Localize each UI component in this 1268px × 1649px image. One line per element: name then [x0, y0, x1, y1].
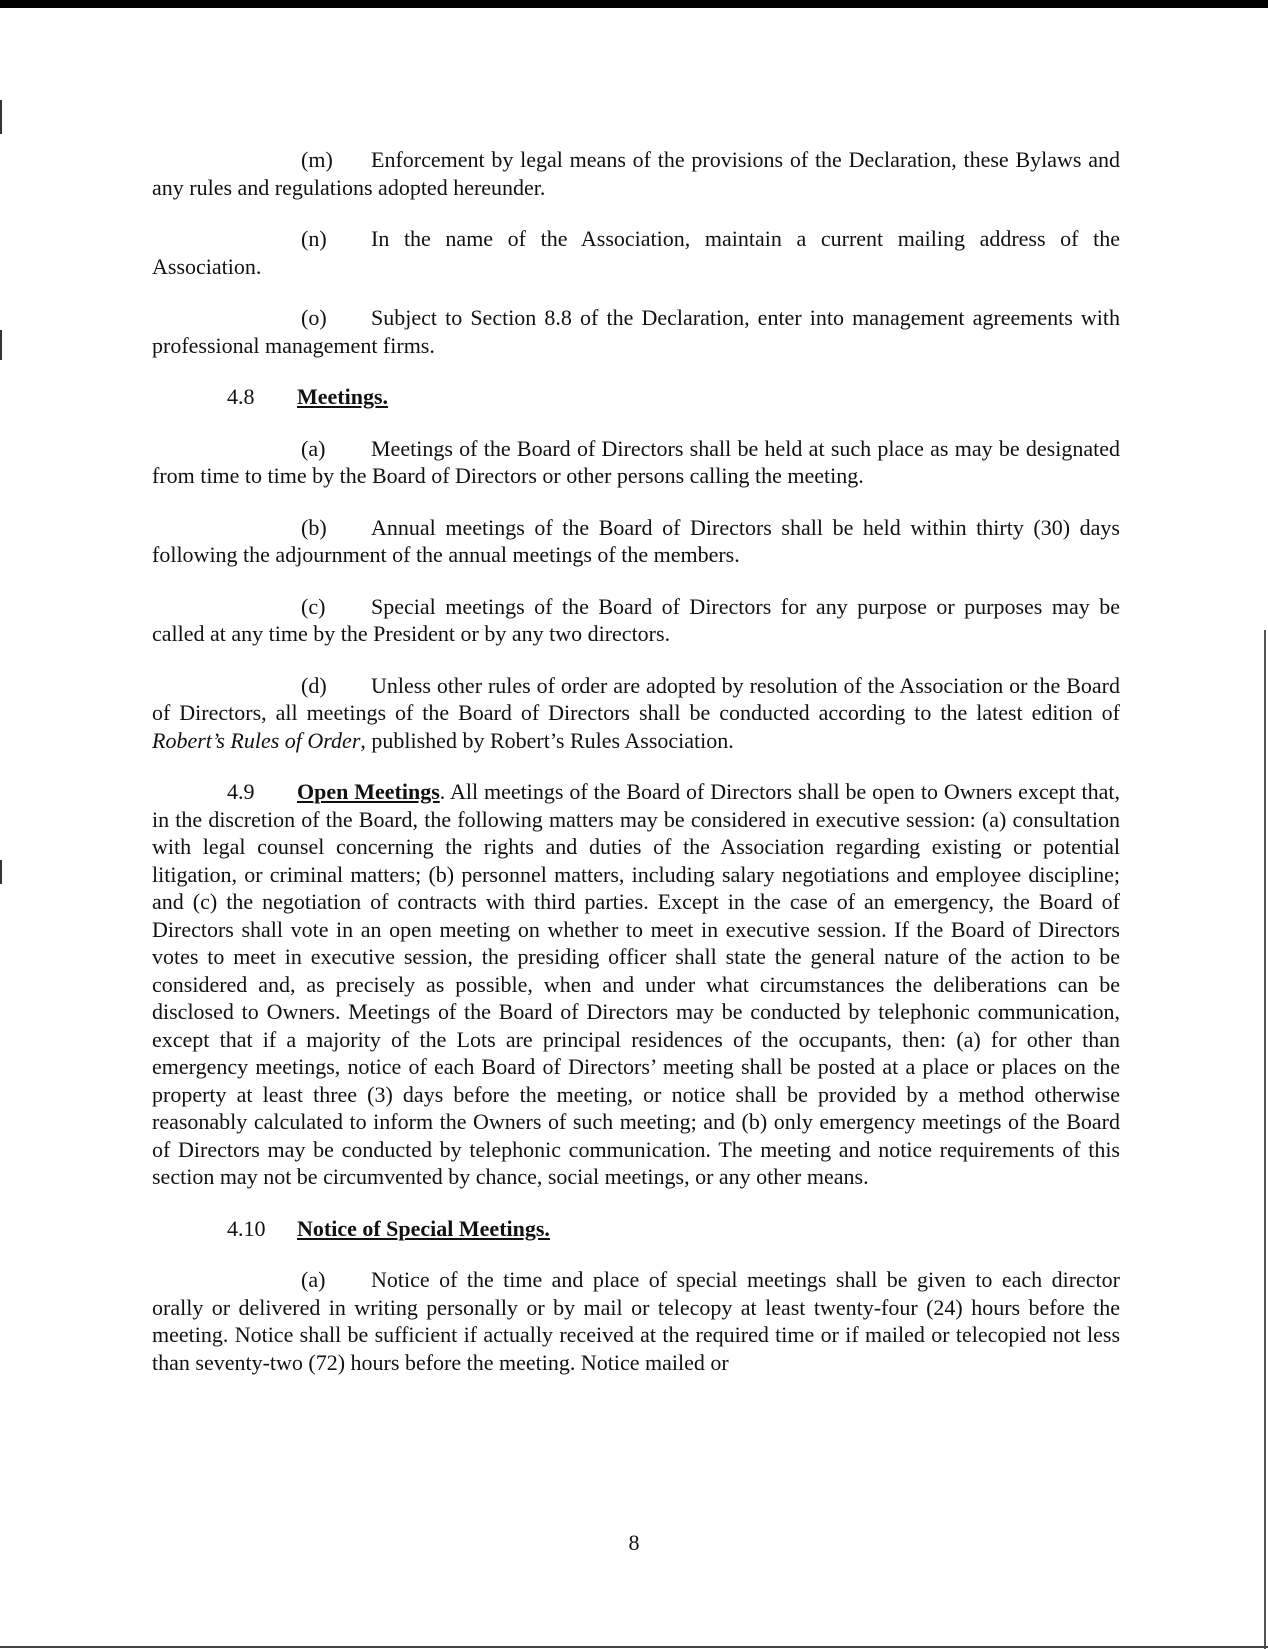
section-heading-4-8 — [152, 383, 1120, 411]
paragraph-4-10-a — [152, 1266, 1120, 1376]
paragraph-n — [152, 225, 1120, 280]
paragraph-4-8-c — [152, 593, 1120, 648]
section-number: 4.10 — [227, 1215, 266, 1241]
paragraph-text: Enforcement by legal means of the provisions of the Declaration, these Bylaws and any rules and regulations adopted hereunder. — [152, 147, 1120, 200]
scan-edge-mark — [0, 330, 2, 360]
paragraph-text: Annual meetings of the Board of Directors shall be held within thirty (30) days following the adjournment of the annual meetings of the members. — [152, 514, 1120, 567]
paragraph-label: (c) — [301, 593, 326, 619]
page-number: 8 — [628, 1530, 640, 1555]
document-page — [152, 146, 1120, 1400]
paragraph-label: (a) — [301, 1267, 326, 1292]
paragraph-o — [152, 304, 1120, 359]
section-title: Open Meetings — [297, 779, 440, 804]
paragraph-4-8-b — [152, 514, 1120, 569]
paragraph-text: Unless other rules of order are adopted by resolution of the Association or the Board of Directors, all meetings of the Board of Directors shall be conducted according to the latest edition of — [152, 672, 1120, 725]
section-heading-4-10 — [152, 1215, 1120, 1243]
paragraph-4-8-d — [152, 672, 1120, 755]
scan-edge-mark — [0, 860, 2, 884]
paragraph-text: Notice of the time and place of special meetings shall be given to each director orally or delivered in writing personally or by mail or telecopy at least twenty-four (24) hours before the meeting. Notice shall be sufficient if actually received at the required time or if mailed or telecopied not less than seventy-two (72) hours before the meeting. Notice mailed or — [152, 1267, 1120, 1375]
section-number: 4.9 — [227, 779, 255, 804]
paragraph-label: (m) — [301, 147, 333, 172]
paragraph-text: In the name of the Association, maintain a current mailing address of the Association. — [152, 226, 1120, 279]
scan-right-edge — [1264, 630, 1266, 1649]
paragraph-label: (o) — [301, 305, 327, 330]
paragraph-label: (a) — [301, 435, 326, 461]
scan-edge-mark — [0, 100, 2, 134]
scan-bottom-border — [0, 1646, 1268, 1648]
paragraph-text: , published by Robert’s Rules Association. — [360, 727, 734, 753]
section-text: . All meetings of the Board of Directors shall be open to Owners except that, in the discretion of the Board, the following matters may be considered in executive session: (a) consultation with legal counsel concerning the rights and duties of the Association regarding existing or potential litigation, or criminal matters; (b) personnel matters, including salary negotiations and employee discipline; and (c) the negotiation of contracts with third parties. Except in the case of an emergency, the Board of Directors shall vote in an open meeting on whether to meet in executive session. If the Board of Directors votes to meet in executive session, the presiding officer shall state the general nature of the action to be considered and, as precisely as possible, when and under what circumstances the deliberations can be disclosed to Owners. Meetings of the Board of Directors may be conducted by telephonic communication, except that if a majority of the Lots are principal residences of the occupants, then: (a) for other than emergency meetings, notice of each Board of Directors’ meeting shall be posted at a place or places on the property at least three (3) days before the meeting, or notice shall be provided by a method otherwise reasonably calculated to inform the Owners of such meeting; and (b) only emergency meetings of the Board of Directors may be conducted by telephonic communication. The meeting and notice requirements of this section may not be circumvented by chance, social meetings, or any other means. — [152, 779, 1120, 1189]
section-title: Notice of Special Meetings. — [297, 1215, 550, 1241]
section-4-9 — [152, 778, 1120, 1191]
section-title: Meetings. — [297, 384, 389, 409]
paragraph-label: (n) — [301, 226, 327, 251]
paragraph-m — [152, 146, 1120, 201]
paragraph-label: (b) — [301, 514, 327, 540]
paragraph-text: Special meetings of the Board of Directors for any purpose or purposes may be called at any time by the President or by any two directors. — [152, 593, 1120, 646]
book-title: Robert’s Rules of Order — [152, 727, 361, 753]
paragraph-label: (d) — [301, 672, 327, 698]
section-number: 4.8 — [227, 384, 255, 409]
paragraph-4-8-a — [152, 435, 1120, 490]
paragraph-text: Meetings of the Board of Directors shall be held at such place as may be designated from time to time by the Board of Directors or other persons calling the meeting. — [152, 435, 1120, 488]
paragraph-text: Subject to Section 8.8 of the Declaration, enter into management agreements with professional management firms. — [152, 305, 1120, 358]
scan-top-border — [0, 0, 1268, 8]
